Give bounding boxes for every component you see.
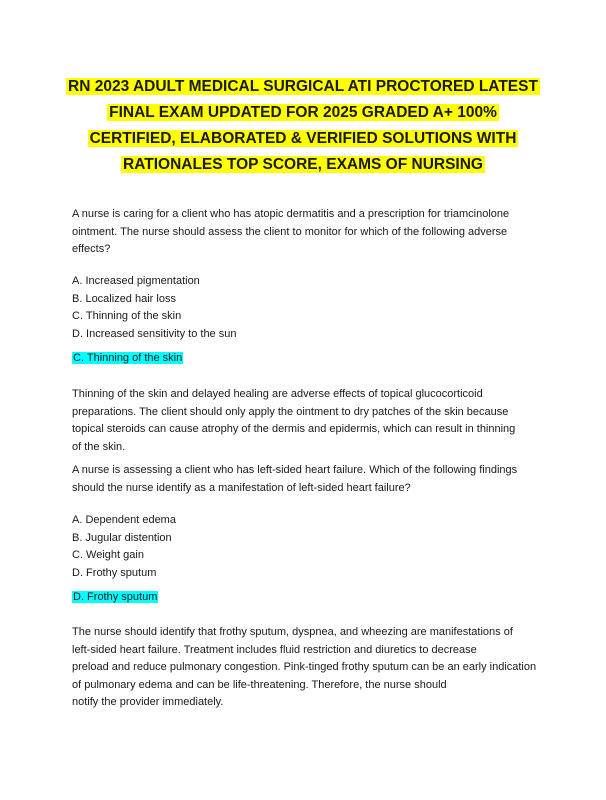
title-line-2: FINAL EXAM UPDATED FOR 2025 GRADED A+ 100% — [109, 104, 497, 121]
document-title — [40, 74, 566, 178]
q2-option-a: A. Dependent edema — [72, 514, 176, 526]
q1-option-d: D. Increased sensitivity to the sun — [72, 327, 237, 340]
q1-option-b: B. Localized hair loss — [72, 292, 176, 305]
title-line-3: CERTIFIED, ELABORATED & VERIFIED SOLUTIONS WITH — [89, 130, 517, 147]
q2-stem: A nurse is assessing a client who has left-sided heart failure. Which of the following findings should the nurse identify as a manifestation of left-sided heart failure? — [72, 464, 518, 494]
q2-options — [72, 512, 542, 582]
q2-option-c: C. Weight gain — [72, 549, 144, 561]
q2-option-d: D. Frothy sputum — [72, 566, 157, 579]
q1-rationale: Thinning of the skin and delayed healing are adverse effects of topical glucocorticoid preparations. The client should only apply the ointment to dry patches of the skin because topical steroids can cause atrophy of the dermis and epidermis, which can result in thinning of the skin. — [72, 388, 516, 453]
title-line-4: RATIONALES TOP SCORE, EXAMS OF NURSING — [123, 156, 483, 173]
q1-options — [72, 273, 542, 343]
q2-option-b: B. Jugular distention — [72, 531, 172, 544]
q1-answer: C. Thinning of the skin — [73, 352, 183, 364]
q1-option-a: A. Increased pigmentation — [72, 275, 200, 287]
q2-rationale: The nurse should identify that frothy sputum, dyspnea, and wheezing are manifestations of left-sided heart failure. Treatment includes fluid restriction and diuretics to decrease preload and reduce pulmonary congestion. Pink-tinged frothy sputum can be an early indication of pulmonary edema and can be life-threatening. Therefore, the nurse should notify the provider immediately. — [72, 626, 537, 708]
q1-stem: A nurse is caring for a client who has atopic dermatitis and a prescription for triamcinolone ointment. The nurse should assess the client to monitor for which of the following adverse effects? — [72, 208, 510, 255]
q2-answer: D. Frothy sputum — [73, 591, 158, 603]
title-line-1: RN 2023 ADULT MEDICAL SURGICAL ATI PROCTORED LATEST — [68, 78, 538, 95]
q1-option-c: C. Thinning of the skin — [72, 310, 182, 322]
